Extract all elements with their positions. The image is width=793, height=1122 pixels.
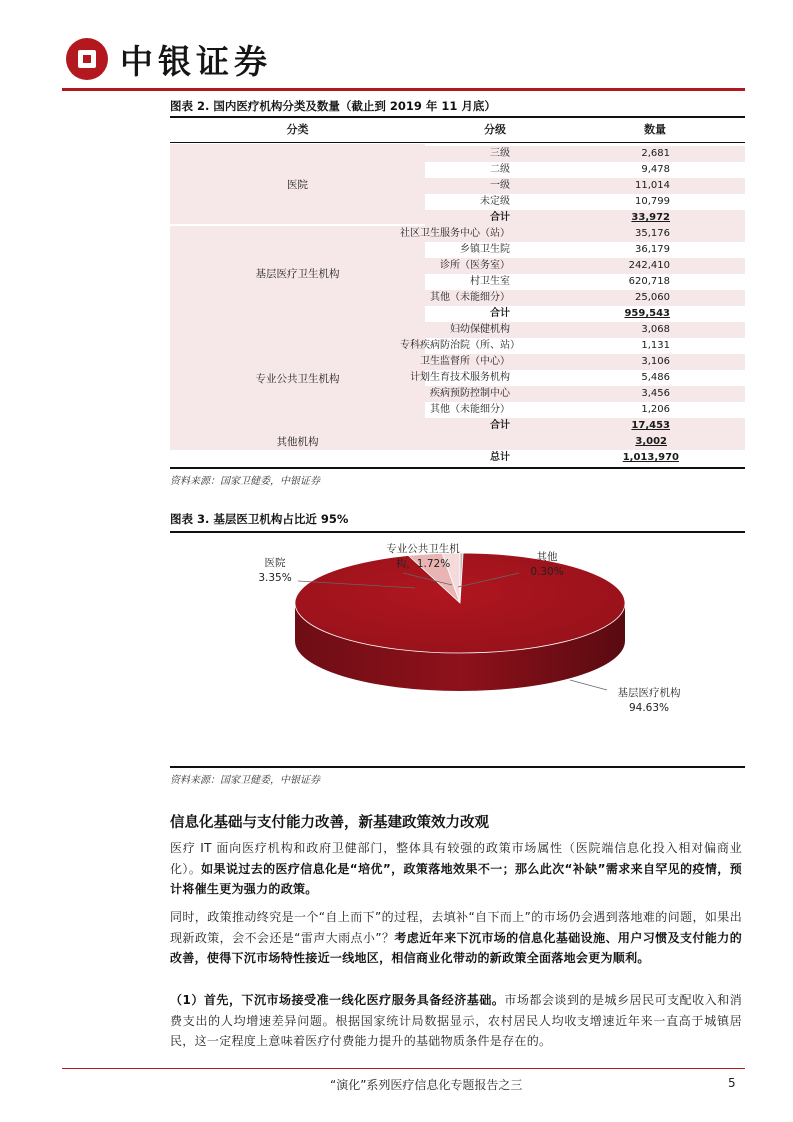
- chart-title: 图表 3. 基层医卫机构占比近 95%: [170, 512, 349, 526]
- row-level-label: 乡镇卫生院: [460, 244, 510, 255]
- col-header-count: 数量: [644, 123, 666, 136]
- row-value: 10,799: [635, 196, 670, 207]
- row-value: 1,206: [641, 404, 670, 415]
- category-other: 其他机构: [276, 436, 319, 448]
- category-grassroots: 基层医疗卫生机构: [255, 268, 340, 280]
- table-title: 图表 2. 国内医疗机构分类及数量（截止到 2019 年 11 月底）: [170, 99, 496, 113]
- row-level-label: 三级: [490, 148, 510, 159]
- row-level-label: 卫生监督所（中心）: [420, 356, 510, 367]
- label-hospital-pct: 3.35%: [258, 572, 292, 584]
- label-other: [522, 550, 572, 580]
- paragraph-1: [170, 838, 742, 900]
- paragraph-2: [170, 907, 742, 969]
- p3-plain: 市场都会谈到的是城乡居民可支配收入和消费支出的人均增速差异问题。根据国家统计局数据显示，农村居民人均收支增速近年来一直高于城镇居民，这一定程度上意味着医疗付费能力提升的基础物质条件是存在的。: [170, 993, 742, 1048]
- row-level-label: 诊所（医务室）: [440, 260, 510, 271]
- col-header-level: 分级: [484, 123, 506, 136]
- brand-name: 中银证券: [120, 42, 272, 81]
- row-level-label: 村卫生室: [470, 276, 510, 287]
- row-level-label: 其他（未能细分）: [430, 292, 510, 303]
- chart-bottom-rule: [170, 766, 745, 768]
- label-other-pct: 0.30%: [530, 566, 564, 578]
- table-bottom-rule: [170, 467, 745, 469]
- label-public-health: [368, 542, 478, 572]
- row-level-label: 未定级: [480, 196, 510, 207]
- row-level-label: 专科疾病防治院（所、站）: [400, 340, 520, 351]
- row-level-label: 社区卫生服务中心（站）: [400, 228, 510, 239]
- row-value: 11,014: [635, 180, 670, 191]
- chart-source: 资料来源：国家卫健委，中银证券: [170, 775, 320, 786]
- page-number: 5: [728, 1076, 736, 1090]
- row-total-value: 17,453: [631, 420, 670, 431]
- row-value: 3,456: [641, 388, 670, 399]
- p3-bold: （1）首先，下沉市场接受准一线化医疗服务具备经济基础。: [170, 993, 505, 1007]
- total-label: 总计: [490, 452, 510, 463]
- row-value: 242,410: [628, 260, 670, 271]
- footer-report-name: “演化”系列医疗信息化专题报告之三: [330, 1078, 523, 1092]
- row-value: 35,176: [635, 228, 670, 239]
- p1-plain: 医疗 IT 面向医疗机构和政府卫健部门，整体具有较强的政策市场属性（医院端信息化投入相对偏商业化）。: [170, 841, 742, 876]
- row-value: 36,179: [635, 244, 670, 255]
- label-grassroots-name: 基层医疗机构: [617, 687, 681, 699]
- label-public-line2: 构，1.72%: [395, 558, 451, 570]
- label-hospital: [255, 556, 295, 586]
- table-top-rule: [170, 116, 745, 118]
- row-level-label: 计划生育技术服务机构: [410, 372, 510, 383]
- row-value: 1,131: [641, 340, 670, 351]
- row-value: 9,478: [641, 164, 670, 175]
- total-value: 1,013,970: [622, 452, 679, 463]
- other-value: 3,002: [635, 436, 667, 447]
- footer-rule: [62, 1068, 745, 1069]
- logo-square-inner: [83, 55, 91, 63]
- category-hospital: 医院: [287, 179, 308, 191]
- row-value: 25,060: [635, 292, 670, 303]
- p1-bold: 如果说过去的医疗信息化是“培优”，政策落地效果不一；那么此次“补缺”需求来自罕见的疫情，预计将催生更为强力的政策。: [170, 861, 742, 896]
- label-hospital-name: 医院: [264, 557, 286, 569]
- row-total-label: 合计: [490, 212, 510, 223]
- label-grassroots-pct: 94.63%: [628, 702, 670, 714]
- row-level-label: 二级: [490, 164, 510, 175]
- row-value: 2,681: [641, 148, 670, 159]
- category-public-health: 专业公共卫生机构: [255, 373, 340, 385]
- row-value: 3,068: [641, 324, 670, 335]
- row-total-value: 959,543: [624, 308, 670, 319]
- table-header-rule: [170, 142, 745, 143]
- col-header-category: 分类: [286, 123, 309, 136]
- row-value: 3,106: [641, 356, 670, 367]
- p2-plain: 同时，政策推动终究是一个“自上而下”的过程，去填补“自下而上”的市场仍会遇到落地难的问题，如果出现新政策，会不会还是“雷声大雨点小”？: [170, 910, 742, 945]
- p2-bold: 考虑近年来下沉市场的信息化基础设施、用户习惯及支付能力的改善，使得下沉市场特性接近一线地区，相信商业化带动的新政策全面落地会更为顺利。: [170, 930, 742, 965]
- section-heading: 信息化基础与支付能力改善，新基建政策效力改观: [170, 815, 489, 831]
- row-level-label: 妇幼保健机构: [450, 324, 510, 335]
- row-total-label: 合计: [490, 308, 510, 319]
- row-value: 620,718: [628, 276, 670, 287]
- leader-grassroots: [570, 680, 607, 690]
- row-total-value: 33,972: [631, 212, 670, 223]
- label-other-name: 其他: [536, 551, 558, 563]
- row-level-label: 一级: [490, 180, 510, 191]
- row-value: 5,486: [641, 372, 670, 383]
- row-level-label: 其他（未能细分）: [430, 404, 510, 415]
- row-level-label: 疾病预防控制中心: [430, 388, 510, 399]
- label-public-line1: 专业公共卫生机: [386, 543, 460, 555]
- label-grassroots: [604, 686, 694, 716]
- row-total-label: 合计: [490, 420, 510, 431]
- table-source: 资料来源：国家卫健委，中银证券: [170, 476, 320, 487]
- header-rule: [62, 88, 745, 91]
- paragraph-3: [170, 990, 742, 1052]
